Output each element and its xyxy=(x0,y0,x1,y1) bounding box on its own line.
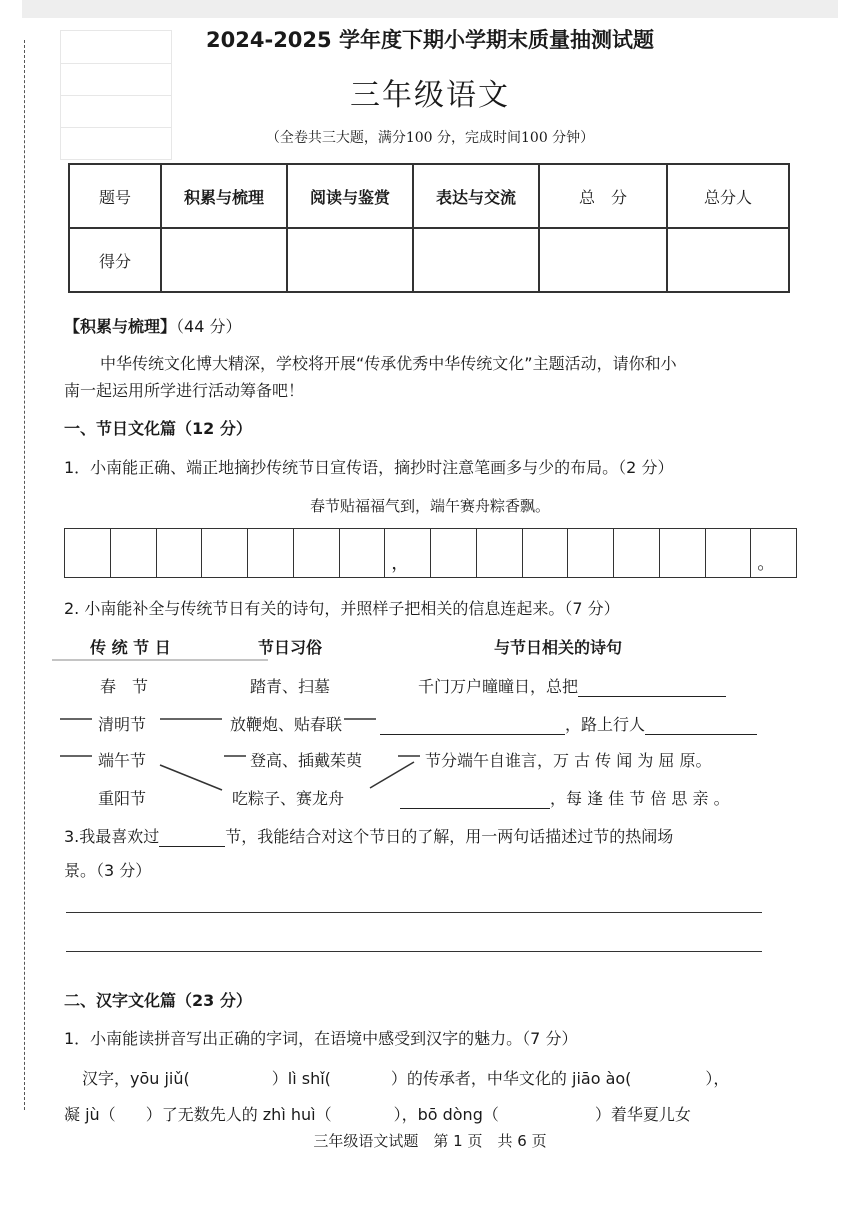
binding-margin-line xyxy=(24,40,25,1110)
poem-line-1: 千门万户曈曈日，总把 xyxy=(418,674,726,697)
col-header-festival: 传 统 节 日 xyxy=(90,638,171,657)
poem-line-2: ，路上行人 xyxy=(380,712,757,735)
writing-line[interactable] xyxy=(66,951,762,952)
score-cell[interactable] xyxy=(539,228,667,292)
connect-line xyxy=(370,762,414,788)
answer-blank[interactable] xyxy=(380,718,565,735)
pinyin-line-1: 汉字，yōu jiǔ( ）lì shǐ( ）的传承者，中华文化的 jiāo ào( ）， xyxy=(82,1069,730,1088)
score-col-section3: 表达与交流 xyxy=(413,164,539,228)
part1-question3-cont: 景。（3 分） xyxy=(64,861,152,880)
answer-blank[interactable] xyxy=(400,792,550,809)
score-table-score-row xyxy=(69,228,789,292)
festival-item: 春 节 xyxy=(100,677,149,696)
section1-intro-2: 南一起运用所学进行活动筹备吧！ xyxy=(64,381,305,400)
score-col-grader: 总分人 xyxy=(667,164,789,228)
grid-cell[interactable] xyxy=(706,529,752,577)
part1-question3: 3.我最喜欢过 节，我能结合对这个节日的了解，用一两句话描述过节的热闹场 xyxy=(64,827,674,846)
part1-question1: 1．小南能正确、端正地摘抄传统节日宣传语，摘抄时注意笔画多与少的布局。（2 分） xyxy=(64,458,674,477)
score-col-label: 题号 xyxy=(69,164,161,228)
poem-line-4: ，每 逢 佳 节 倍 思 亲 。 xyxy=(400,786,730,809)
writing-line[interactable] xyxy=(66,912,762,913)
grid-cell[interactable] xyxy=(202,529,248,577)
copy-writing-grid xyxy=(64,528,797,578)
grid-cell[interactable] xyxy=(431,529,477,577)
score-col-section1: 积累与梳理 xyxy=(161,164,287,228)
section1-intro-1: 中华传统文化博大精深，学校将开展“传承优秀中华传统文化”主题活动，请你和小 xyxy=(100,354,677,373)
answer-blank[interactable] xyxy=(578,680,726,697)
score-cell[interactable] xyxy=(161,228,287,292)
pinyin-line-2: 凝 jù（ ）了无数先人的 zhì huì（ ），bō dòng（ ）着华夏儿女 xyxy=(64,1105,691,1124)
score-table-header-row xyxy=(69,164,789,228)
grid-cell-period: 。 xyxy=(757,553,776,574)
col-header-custom: 节日习俗 xyxy=(258,638,323,657)
part2-heading: 二、汉字文化篇（23 分） xyxy=(64,991,252,1010)
grid-cell[interactable] xyxy=(294,529,340,577)
section1-points: （44 分） xyxy=(176,317,242,336)
custom-item: 登高、插戴茱萸 xyxy=(250,751,363,770)
col-header-poem: 与节日相关的诗句 xyxy=(494,638,623,657)
festival-item: 清明节 xyxy=(98,715,147,734)
score-cell[interactable] xyxy=(413,228,539,292)
answer-blank[interactable] xyxy=(645,718,757,735)
festival-item: 端午节 xyxy=(98,751,147,770)
grid-cell[interactable] xyxy=(614,529,660,577)
grid-cell[interactable] xyxy=(340,529,386,577)
grid-cell[interactable] xyxy=(248,529,294,577)
score-cell[interactable] xyxy=(287,228,413,292)
part2-question1: 1．小南能读拼音写出正确的字词，在语境中感受到汉字的魅力。（7 分） xyxy=(64,1029,578,1048)
subject-title: 三年级语文 xyxy=(350,78,510,113)
part1-copy-sentence: 春节贴福福气到，端午赛舟粽香飘。 xyxy=(309,497,550,515)
grid-cell[interactable] xyxy=(157,529,203,577)
exam-title: 2024-2025 学年度下期小学期末质量抽测试题 xyxy=(206,28,654,52)
score-table xyxy=(68,163,790,293)
part1-heading: 一、节日文化篇（12 分） xyxy=(64,419,252,438)
section1-heading: 【积累与梳理】 xyxy=(64,317,177,336)
part1-question2: 2. 小南能补全与传统节日有关的诗句，并照样子把相关的信息连起来。（7 分） xyxy=(64,599,620,618)
score-col-section2: 阅读与鉴赏 xyxy=(287,164,413,228)
section1-heading-line xyxy=(64,314,241,337)
grid-cell[interactable] xyxy=(111,529,157,577)
grid-cell[interactable] xyxy=(523,529,569,577)
grid-cell-comma: ， xyxy=(385,529,431,577)
grid-cell[interactable] xyxy=(568,529,614,577)
festival-item: 重阳节 xyxy=(98,789,147,808)
connect-line xyxy=(160,765,222,790)
score-cell[interactable] xyxy=(667,228,789,292)
grid-cell[interactable] xyxy=(477,529,523,577)
grid-cell[interactable] xyxy=(660,529,706,577)
grid-cell[interactable] xyxy=(65,529,111,577)
score-col-total: 总 分 xyxy=(539,164,667,228)
exam-note: （全卷共三大题，满分100 分，完成时间100 分钟） xyxy=(265,130,595,146)
poem-line-3: 节分端午自谁言，万 古 传 闻 为 屈 原。 xyxy=(425,751,712,770)
custom-item: 放鞭炮、贴春联 xyxy=(230,715,343,734)
custom-item: 踏青、扫墓 xyxy=(250,677,331,696)
score-row-label: 得分 xyxy=(69,228,161,292)
answer-blank[interactable] xyxy=(159,830,225,847)
page-footer: 三年级语文试题 第 1 页 共 6 页 xyxy=(313,1132,547,1150)
top-toolbar-strip xyxy=(22,0,838,18)
custom-item: 吃粽子、赛龙舟 xyxy=(232,789,345,808)
